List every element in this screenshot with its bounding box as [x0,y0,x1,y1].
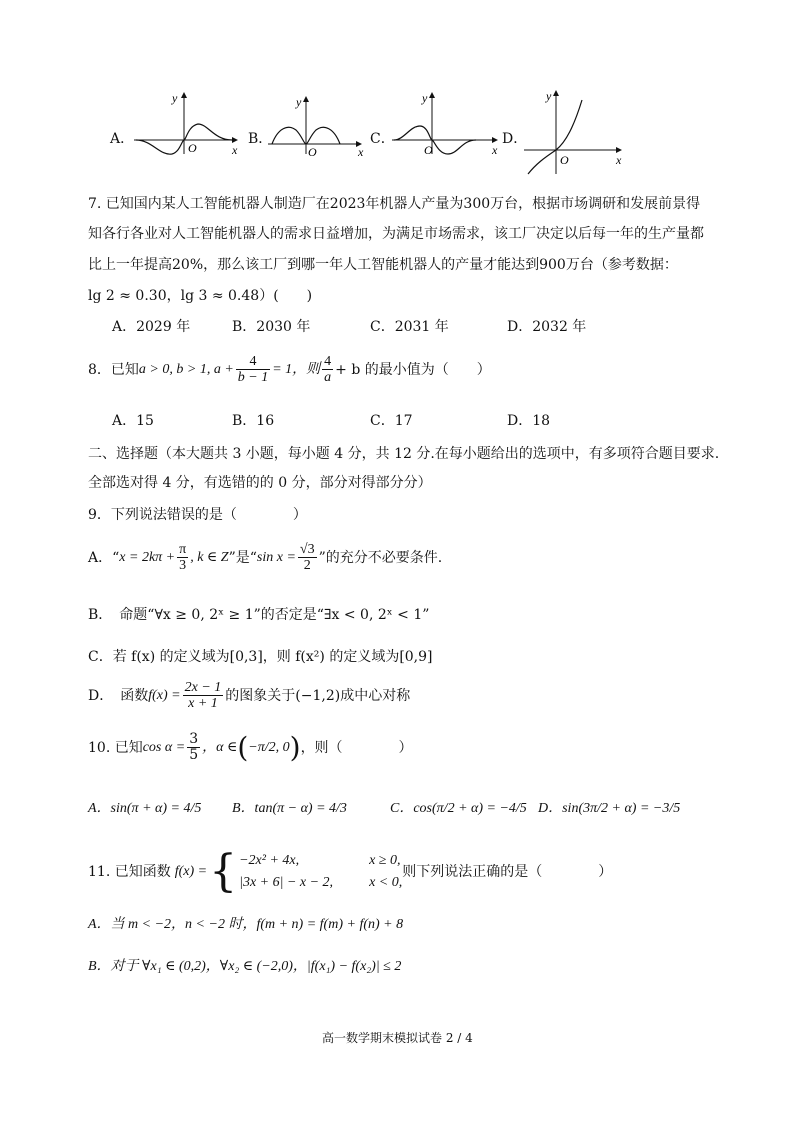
graph-d-o: O [560,153,569,167]
q7-option-c: C．2031 年 [370,319,449,335]
section2-line2: 全部选对得 4 分，有选错的的 0 分，部分对得部分分） [88,475,432,491]
q7-line2: 知各行各业对人工智能机器人的需求日益增加，为满足市场需求，该工厂决定以后每一年的生产量都 [88,226,704,242]
q7-option-d: D．2032 年 [507,319,587,335]
q9-d-frac: $\frac{2x - 1}{x + 1}$ [184,680,222,711]
graph-d-label: D． [502,131,528,147]
graph-c [390,88,502,158]
q10-interval: −π/2, 0 [248,739,290,755]
q9-a-frac-pi3: $\frac{\pi}{3}$ [179,542,187,573]
graph-b-o: O [308,145,317,156]
q10-option-c: C．cos(π/2 + α) = −4/5 [390,801,527,816]
q8-option-b: B．16 [232,413,275,429]
q7-line1: 7. 已知国内某人工智能机器人制造厂在2023年机器人产量为300万台，根据市场调研和发展前景得 [88,196,701,212]
graph-d-y: y [546,89,552,103]
q10-frac: $\frac{3}{5}$ [189,731,199,763]
q8-frac1: $\frac{4}{b - 1}$ [237,354,269,385]
q8-suffix: + b 的最小值为（ ） [335,361,491,378]
q9-option-b: B． 命题“∀x ≥ 0, 2ˣ ≥ 1”的否定是“∃x < 0, 2ˣ < 1” [88,607,430,623]
graph-c-o: O [424,143,433,157]
page-footer: 高一数学期末模拟试卷 2 / 4 [322,1031,473,1045]
graph-a [132,88,242,158]
q9-option-d: D． 函数 f(x) = $\frac{2x - 1}{x + 1}$ 的图象关于(−1,2)成中心对称 [88,680,411,711]
q10-option-d: D．sin(3π/2 + α) = −3/5 [538,801,681,816]
q11-piecewise: −2x² + 4x, x ≥ 0, |3x + 6| − x − 2, x < 0, [239,853,403,890]
section2-line1: 二、选择题（本大题共 3 小题，每小题 4 分，共 12 分.在每小题给出的选项中，有多项符合题目要求. [88,446,720,462]
q11-option-b: B．对于 ∀x₁ ∈ (0,2)，∀x₂ ∈ (−2,0)，|f(x₁) − f(x₂)| ≤ 2 [88,959,402,974]
q8-option-c: C．17 [370,413,413,429]
q8-cond: a > 0, b > 1, a + [138,361,234,377]
graph-c-y: y [422,91,428,105]
graph-a-label: A． [110,131,135,147]
q9-option-c: C．若 f(x) 的定义域为[0,3]，则 f(x²) 的定义域为[0,9] [88,649,433,665]
q10-option-b: B．tan(π − α) = 4/3 [232,801,347,816]
graph-b-label: B． [248,131,273,147]
q8-option-d: D．18 [507,413,551,429]
graph-a-x: x [232,143,238,157]
q8-frac2: $\frac{4}{a}$ [324,354,332,385]
q11-option-a: A．当 m < −2，n < −2 时，f(m + n) = f(m) + f(n) + 8 [88,917,404,932]
q8-option-a: A．15 [112,413,154,429]
q8-eq: = 1，则 [272,361,321,377]
q10-option-a: A．sin(π + α) = 4/5 [88,801,202,816]
graph-d [522,86,626,176]
q9-option-a: A．“ x = 2kπ + $\frac{\pi}{3}$ , k ∈ Z ”是“ sin x = $\frac{√3}{2}$ ”的充分不必要条件. [88,542,443,573]
graph-c-x: x [492,143,498,157]
q9-stem: 9．下列说法错误的是（ ） [88,507,307,523]
graph-a-o: O [188,141,197,155]
graph-b-y: y [296,95,302,109]
q7-option-a: A．2029 年 [112,319,191,335]
graph-a-y: y [172,91,178,105]
graph-b [266,92,366,156]
q8-prefix: 8．已知 [88,361,139,378]
q11-stem: 11. 已知函数 f(x) = { −2x² + 4x, x ≥ 0, |3x + 6| − x − 2, x < 0, 则下列说法正确的是（ ） [88,846,613,897]
graph-c-label: C． [370,131,395,147]
q9-a-frac-sqrt3: $\frac{√3}{2}$ [299,542,315,573]
q7-line4: lg 2 ≈ 0.30，lg 3 ≈ 0.48）( ) [88,288,313,304]
q8-stem [88,354,491,385]
q7-line3: 比上一年提高20%，那么该工厂到哪一年人工智能机器人的产量才能达到900万台（参考数据： [88,257,678,273]
q7-option-b: B．2030 年 [232,319,311,335]
q10-stem: 10. 已知 cos α = $\frac{3}{5}$ ，α ∈ ( −π/2, 0 ) ，则（ ） [88,730,413,764]
graph-d-x: x [616,153,622,167]
graph-b-x: x [358,145,364,156]
